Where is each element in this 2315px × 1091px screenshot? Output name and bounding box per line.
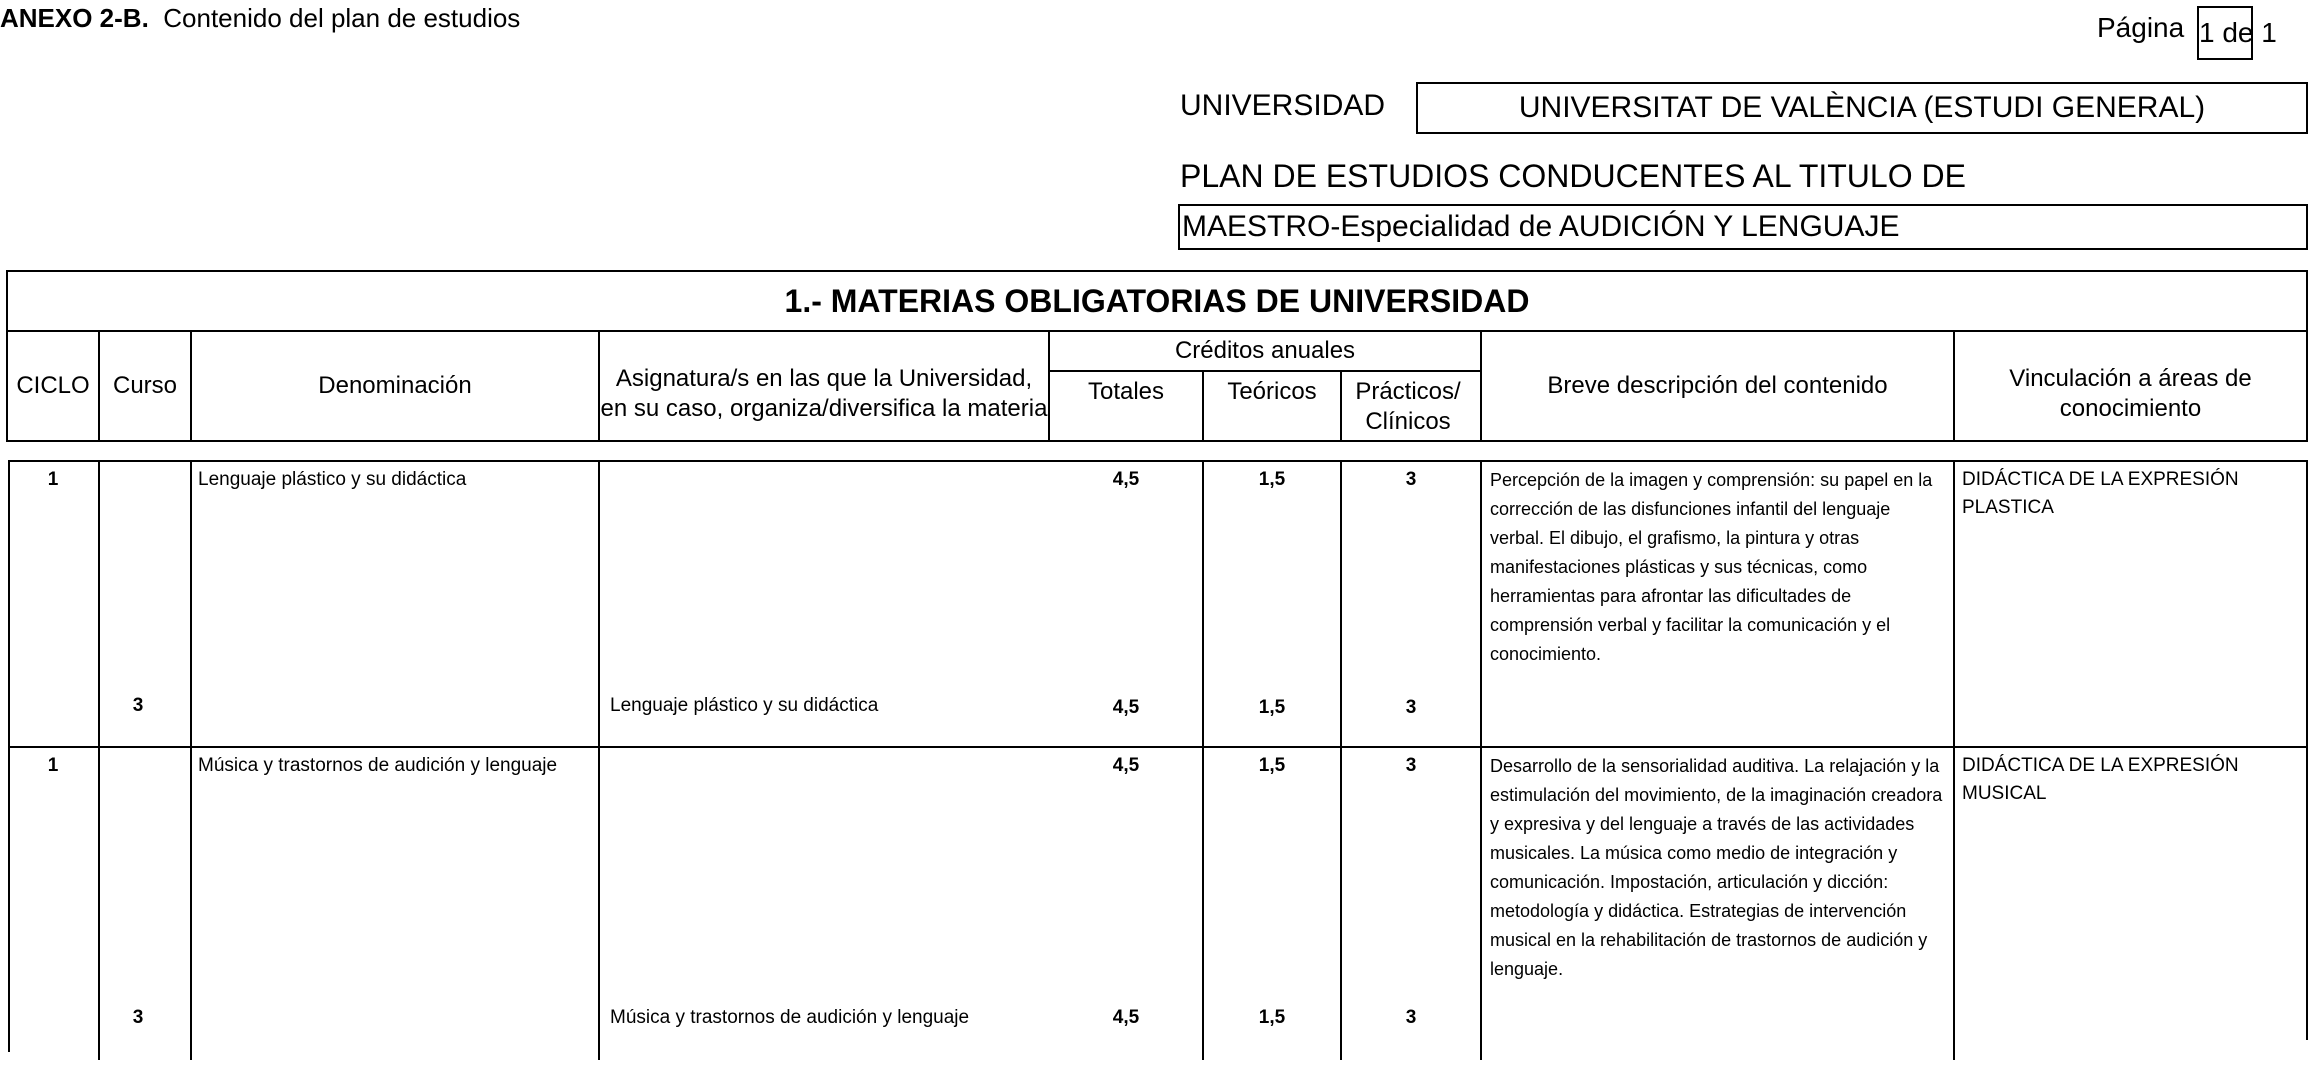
row1-sub-totales: 4,5 [1112,697,1140,718]
row1-sub-curso: 3 [132,695,144,716]
plan-label: PLAN DE ESTUDIOS CONDUCENTES AL TITULO DE [1180,158,1966,194]
annex-heading [0,0,520,36]
row1-sub-teoricos: 1,5 [1258,697,1286,718]
col-header-ciclo: CICLO [16,372,90,399]
row2-totales: 4,5 [1112,755,1140,776]
col-header-denominacion: Denominación [318,372,472,399]
section-title: 1.- MATERIAS OBLIGATORIAS DE UNIVERSIDAD [784,283,1530,319]
annex-title: Contenido del plan de estudios [163,3,521,33]
body-line [1953,460,1955,1060]
col-header-descripcion: Breve descripción del contenido [1547,372,1888,399]
table-body-top [8,460,2306,462]
row2-denominacion: Música y trastornos de audición y lenguaje [198,755,558,776]
row1-sub-asignatura: Lenguaje plástico y su didáctica [610,695,879,716]
col-header-asignatura: Asignatura/s en las que la Universidad, en su caso, organiza/diversifica la materia [600,365,1048,422]
row1-vinculacion: DIDÁCTICA DE LA EXPRESIÓN PLASTICA [1962,469,2239,518]
row1-ciclo: 1 [47,469,59,490]
col-header-curso: Curso [112,372,178,399]
col-header-creditos: Créditos anuales [1174,337,1356,364]
col-header-teoricos: Teóricos [1227,378,1317,405]
col-header-vinculacion: Vinculación a áreas de conocimiento [2009,365,2252,422]
row2-vinculacion: DIDÁCTICA DE LA EXPRESIÓN MUSICAL [1962,755,2239,804]
row2-sub-teoricos: 1,5 [1258,1007,1286,1028]
row2-ciclo: 1 [47,755,59,776]
row-divider [8,746,2306,748]
row2-sub-totales: 4,5 [1112,1007,1140,1028]
university-label: UNIVERSIDAD [1180,89,1386,122]
row2-sub-asignatura: Música y trastornos de audición y lenguaje [610,1007,970,1028]
page-number-box: 1 de 1 [2197,6,2253,60]
body-line [98,460,100,1060]
body-line [598,460,600,1060]
plan-title-box: MAESTRO-Especialidad de AUDICIÓN Y LENGUAJE [1178,204,2308,250]
row1-descripcion: Percepción de la imagen y comprensión: su papel en la corrección de las disfunciones infantil del lenguaje verbal. El dibujo, el grafismo, la pintura y otras manifestaciones plásticas y sus técnicas, como herramientas para afrontar las dificultades de comprensión verbal y facilitar la comunicación y el conocimiento. [1490,470,1933,664]
row2-sub-practicos: 3 [1405,1007,1417,1028]
row2-sub-curso: 3 [132,1007,144,1028]
row2-teoricos: 1,5 [1258,755,1286,776]
row1-totales: 4,5 [1112,469,1140,490]
row1-sub-practicos: 3 [1405,697,1417,718]
col-header-practicos: Prácticos/ Clínicos [1355,378,1461,435]
body-line [190,460,192,1060]
annex-label: ANEXO 2-B. [0,3,149,33]
university-name-box: UNIVERSITAT DE VALÈNCIA (ESTUDI GENERAL) [1416,82,2308,134]
body-line [1480,460,1482,1060]
row2-practicos: 3 [1405,755,1417,776]
page-label: Página [2097,12,2185,43]
body-line [2306,460,2308,1040]
row1-teoricos: 1,5 [1258,469,1286,490]
row1-denominacion: Lenguaje plástico y su didáctica [198,469,467,490]
row2-descripcion: Desarrollo de la sensorialidad auditiva. La relajación y la estimulación del movimiento, de la imaginación creadora y expresiva y del lenguaje a través de las actividades musicales. La música como medio de integración y comunicación. Impostación, articulación y dicción: metodología y didáctica. Estrategias de intervención musical en la rehabilitación de trastornos de audición y lenguaje. [1490,756,1943,979]
col-header-totales: Totales [1087,378,1165,405]
row1-practicos: 3 [1405,469,1417,490]
